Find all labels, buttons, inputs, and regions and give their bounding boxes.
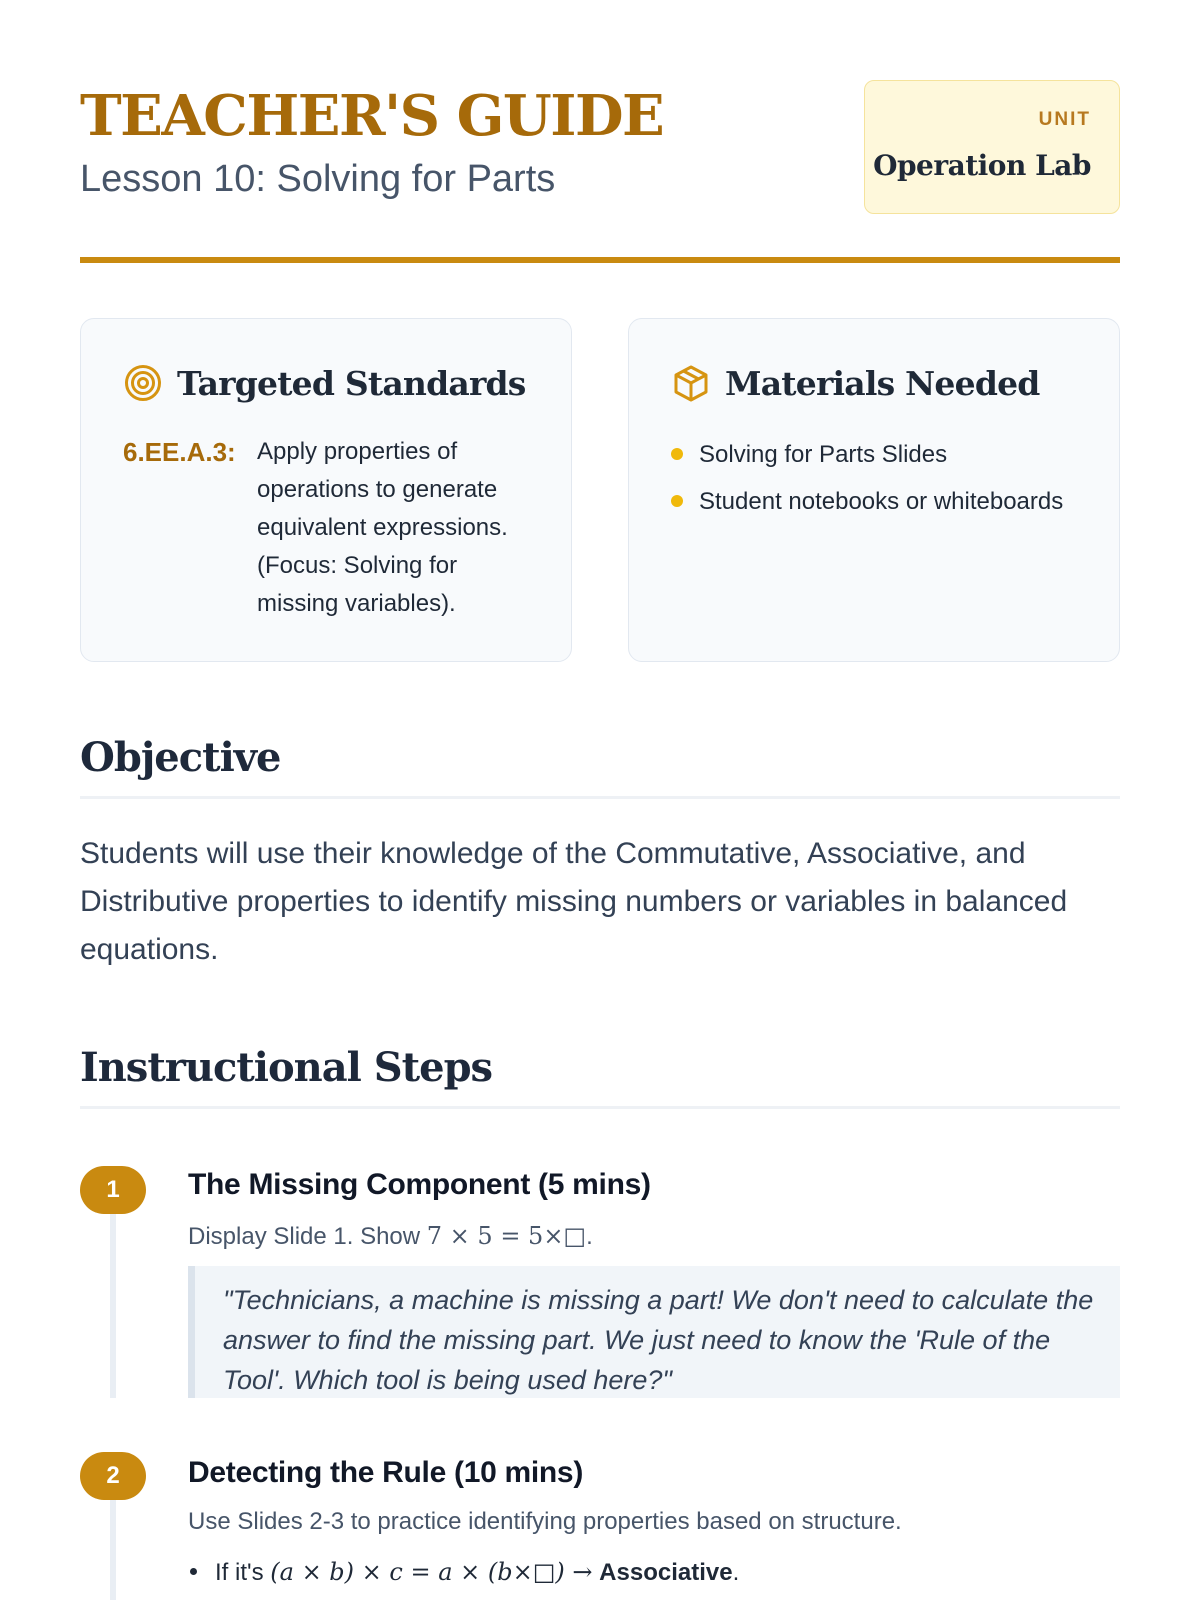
list-item (671, 431, 1063, 478)
header-divider (80, 257, 1120, 263)
unit-label: UNIT (1038, 109, 1091, 130)
steps-heading: Instructional Steps (80, 1044, 493, 1091)
list-item (188, 1558, 739, 1587)
teacher-quote: "Technicians, a machine is missing a part! We don't need to calculate the answer to find the missing part. We just need to know the 'Rule of the Tool'. Which tool is being used here?" (188, 1266, 1120, 1398)
guide-header (80, 80, 1120, 220)
list-item (671, 478, 1063, 525)
bullet-dot-icon (671, 495, 683, 507)
unit-name: Operation Lab (873, 149, 1091, 182)
objective-divider (80, 796, 1120, 799)
standards-title: Targeted Standards (177, 363, 526, 403)
materials-list (671, 431, 1063, 525)
unit-badge (864, 80, 1120, 214)
steps-divider (80, 1106, 1120, 1109)
step-title: The Missing Component (5 mins) (188, 1168, 651, 1201)
step-desc-suffix: . (586, 1223, 593, 1250)
step-timeline (110, 1212, 116, 1398)
lesson-title: Lesson 10: Solving for Parts (80, 158, 556, 200)
material-label: Solving for Parts Slides (699, 441, 948, 468)
step-number-badge: 1 (80, 1166, 146, 1214)
box-icon (671, 363, 711, 403)
math-expression: (a × b) × c = a × (b×□) → (270, 1558, 593, 1586)
bullet-text: If it's (215, 1559, 271, 1586)
step-number-badge: 2 (80, 1452, 146, 1500)
standard-description: Apply properties of operations to generate equivalent expressions. (Focus: Solving for missing variables). (257, 438, 508, 617)
step-timeline (110, 1496, 116, 1600)
guide-title: TEACHER'S GUIDE (80, 83, 664, 149)
bullet-suffix: . (732, 1559, 740, 1586)
objective-heading: Objective (80, 734, 281, 781)
material-label: Student notebooks or whiteboards (699, 488, 1064, 515)
step-desc-text: Display Slide 1. Show (188, 1223, 427, 1250)
standard-code: 6.EE.A.3: (123, 437, 236, 467)
step-title: Detecting the Rule (10 mins) (188, 1456, 584, 1489)
materials-title: Materials Needed (725, 363, 1040, 403)
math-expression: 7 × 5 = 5×□ (426, 1222, 587, 1250)
target-icon (123, 363, 163, 403)
bullet-dot-icon (190, 1568, 197, 1575)
objective-text: Students will use their knowledge of the Commutative, Associative, and Distributive properties to identify missing numbers or variables in balanced equations. (80, 837, 1068, 966)
materials-card (628, 318, 1120, 662)
step-description: Use Slides 2-3 to practice identifying properties based on structure. (188, 1508, 902, 1535)
step-description (188, 1222, 593, 1251)
bullet-dot-icon (671, 448, 683, 460)
property-name: Associative (599, 1559, 733, 1586)
standards-card (80, 318, 572, 662)
